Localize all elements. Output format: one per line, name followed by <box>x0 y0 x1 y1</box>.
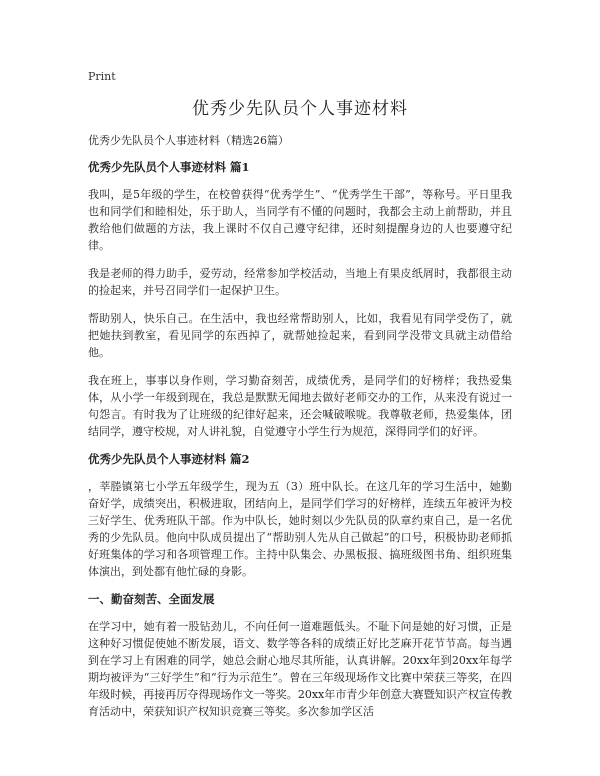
document-subtitle: 优秀少先队员个人事迹材料（精选26篇） <box>88 134 289 147</box>
paragraph: 在学习中，她有着一股钻劲儿，不向任何一道难题低头。不耻下问是她的好习惯，正是这种好习惯促使她不断发展，语文、数学等各科的成绩正好比芝麻开花节节高。每当遇到在学习上有困难的同学，她总会耐心地尽其所能，认真讲解。20xx年到20xx年每学期均被评为“三好学生”和“行为示范生”。曾在三年级现场作文比赛中荣获三等奖，在四年级时候，再接再厉夺得现场作文一等奖。20xx年市青少年创意大赛暨知识产权宣传教育活动中，荣获知识产权知识竞赛三等奖。多次参加学区活 <box>88 620 512 718</box>
paragraph: 帮助别人，快乐自己。在生活中，我也经常帮助别人，比如，我看见有同学受伤了，就把她扶到教室，看见同学的东西掉了，就帮她捡起来，看到同学没带文具就主动借给他。 <box>88 312 512 359</box>
page-title: 优秀少先队员个人事迹材料 <box>192 99 408 119</box>
print-link[interactable]: Print <box>88 70 116 83</box>
section-heading: 一、勤奋刻苦、全面发展 <box>88 592 215 606</box>
paragraph: 我叫，是5年级的学生，在校曾获得“优秀学生”、“优秀学生干部”，等称号。平日里我也和同学们和睦相处，乐于助人，当同学有不懂的问题时，我都会主动上前帮助，并且教给他们做题的方法，我上课时不仅自己遵守纪律，还时刻提醒身边的人也要遵守纪律。 <box>88 188 512 252</box>
section-heading: 优秀少先队员个人事迹材料 篇1 <box>88 160 250 174</box>
section-heading: 优秀少先队员个人事迹材料 篇2 <box>88 452 250 466</box>
paragraph: ，莘塍镇第七小学五年级学生，现为五（3）班中队长。在这几年的学习生活中，她勤奋好学，成绩突出，积极进取，团结向上，是同学们学习的好榜样，连续五年被评为校三好学生、优秀班队干部。作为中队长，她时刻以少先队员的队章约束自己，是一名优秀的少先队员。他向中队成员提出了“帮助别人先从自己做起”的口号，积极协助老师抓好班集体的学习和各项管理工作。主持中队集会、办黑板报、搞班级图书角、组织班集体演出，到处都有他忙碌的身影。 <box>88 480 512 578</box>
paragraph: 我在班上，事事以身作则，学习勤奋刻苦，成绩优秀，是同学们的好榜样；我热爱集体，从小学一年级到现在，我总是默默无闻地去做好老师交办的工作，从来没有说过一句怨言。有时我为了让班级的纪律好起来，还会喊破喉咙。我尊敬老师，热爱集体，团结同学，遵守校规，对人讲礼貌，自觉遵守小学生行为规范，深得同学们的好评。 <box>88 374 512 438</box>
document-body <box>88 132 512 731</box>
paragraph: 我是老师的得力助手，爱劳动，经常参加学校活动，当地上有果皮纸屑时，我都很主动的捡起来，并号召同学们一起保护卫生。 <box>88 267 512 297</box>
